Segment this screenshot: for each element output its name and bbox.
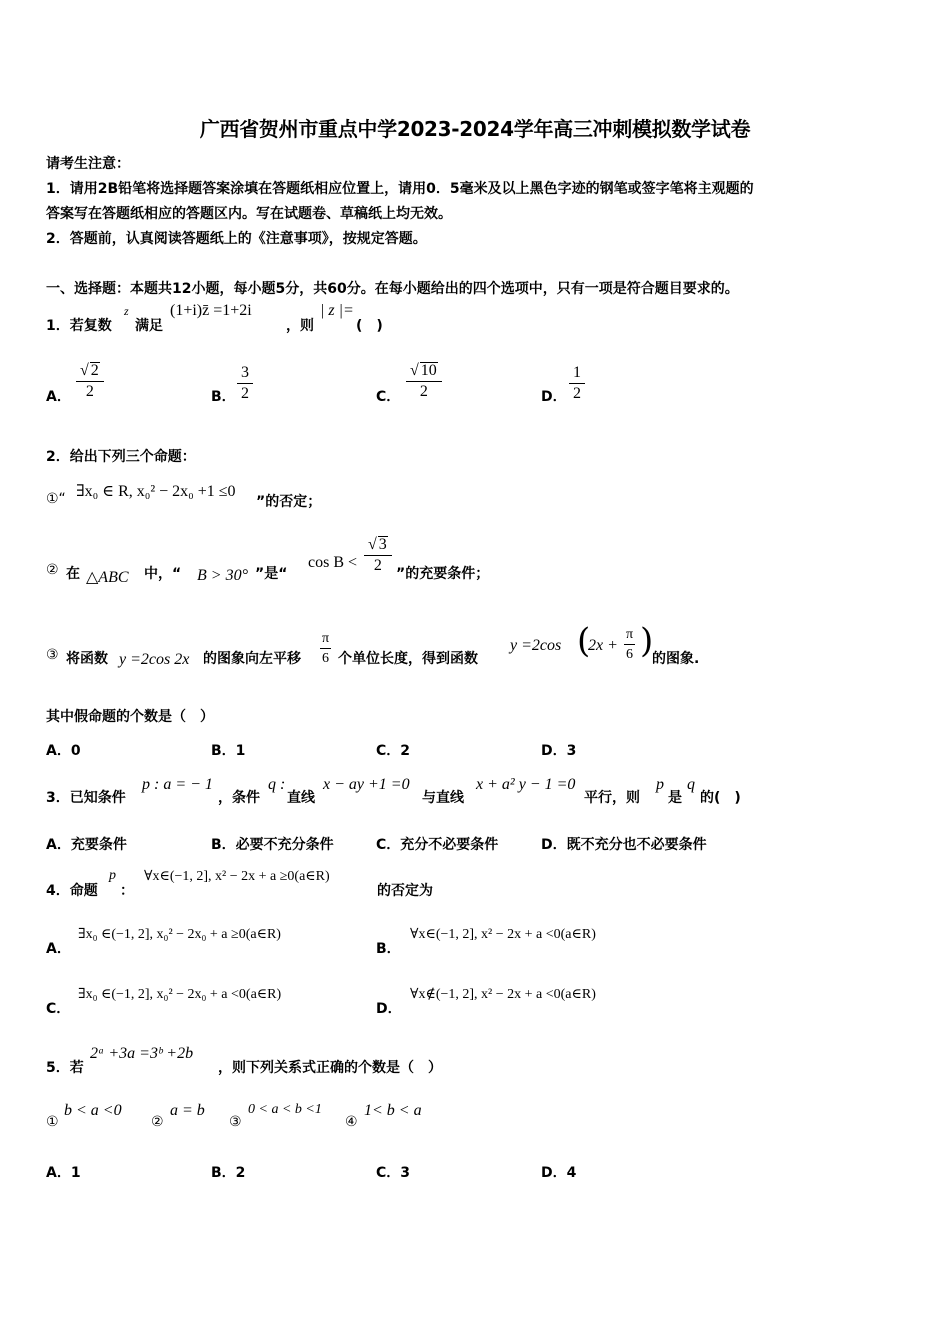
q5-equation: 2ᵃ +3a =3ᵇ +2b — [90, 1045, 194, 1062]
q1-abs-z: | z |= — [320, 302, 354, 319]
q2-option-b[interactable]: B．1 — [211, 743, 246, 759]
notice-line-1b: 答案写在答题纸相应的答题区内。写在试题卷、草稿纸上均无效。 — [46, 206, 452, 222]
q2-triangle: △ABC — [86, 569, 129, 586]
q3-condition-q: q : — [268, 776, 286, 793]
q2-p2-expr2: cos B < — [308, 554, 358, 571]
page-title: 广西省贺州市重点中学2023-2024学年高三冲刺模拟数学试卷 — [199, 117, 751, 141]
q5-option-b[interactable]: B．2 — [211, 1165, 246, 1181]
q1-var-z: z — [124, 304, 129, 318]
q2-ask: 其中假命题的个数是（ ） — [46, 709, 214, 725]
q2-option-d[interactable]: D．3 — [541, 743, 577, 759]
q1-stem-b: 满足 — [135, 318, 163, 334]
q3-condition-p: p : a = − 1 — [142, 776, 213, 793]
q2-p2-expr1: B > 30° — [197, 567, 248, 584]
q5-option-a[interactable]: A．1 — [46, 1165, 81, 1181]
q2-p1-expr: ∃x₀ ∈ R, x₀² − 2x₀ +1 ≤0 — [76, 483, 236, 500]
q3-option-a[interactable]: A．充要条件 — [46, 837, 127, 853]
q3-option-d[interactable]: D．既不充分也不必要条件 — [541, 837, 707, 853]
q5-option-d[interactable]: D．4 — [541, 1165, 577, 1181]
q3-option-b[interactable]: B．必要不充分条件 — [211, 837, 334, 853]
q4-proposition: ∀x∈(−1, 2], x² − 2x + a ≥0(a∈R) — [144, 869, 330, 884]
q1-stem-d: ( ) — [356, 318, 383, 334]
q3-option-c[interactable]: C．充分不必要条件 — [376, 837, 499, 853]
q1-condition: (1+i)z̄ =1+2i — [170, 302, 252, 319]
notice-line-1a: 1．请用2B铅笔将选择题答案涂填在答题纸相应位置上，请用0．5毫米及以上黑色字迹的钢笔或签字笔将主观题的 — [46, 181, 754, 197]
q3-line-1: x − ay +1 =0 — [323, 776, 410, 793]
notice-line-2: 2．答题前，认真阅读答题纸上的《注意事项》，按规定答题。 — [46, 231, 427, 247]
q5-statements: ① b < a <0 ② a = b ③ 0 < a < b <1 ④ 1< b < a — [46, 1102, 422, 1130]
q1-stem-c: ，则 — [286, 318, 314, 334]
exam-page: 广西省贺州市重点中学2023-2024学年高三冲刺模拟数学试卷 请考生注意： 1．请用2B铅笔将选择题答案涂填在答题纸相应位置上，请用0．5毫米及以上黑色字迹的钢笔或签字笔将主观题的 答案写在答题纸相应的答题区内。写在试题卷、草稿纸上均无效。 2．答题前，认真阅读答题纸上的《注意事项》，按规定答题。 一、选择题：本题共12小题，每小题5分，共60分。在每小题给出的四个选项中，只有一项是符合题目要求的。 1．若复数 z 满足 (1+i)z̄ =1+2i ，则 | z |= ( ) A． $\frac{√ 2}{2}$ B． $\frac{3}{2}$ C． $\frac{√ 10}{2}$ D． $\frac{1}{2}$ 2．给出下列三个命题： ①“ ∃x₀ ∈ R, x₀² − 2x₀ +1 ≤0 ”的否定； ② 在 △ABC 中，“ B > 30° ”是“ cos B < $\frac{√ 3}{2}$ ”的充要条件； ③ 将函数 y =2cos 2x 的图象向左平移 $\frac{\pi}{6}$ 个单位长度，得到函数 y =2cos ( 2x + $\frac{\pi}{6}$ ) 的图象. 其中假命题的个数是（ ） A．0 B．1 C．2 D．3 3．已知条件 p : a = − 1 ，条件 q : 直线 x − ay +1 =0 与直线 x + a² y − 1 =0 平行，则 p 是 q 的( ) A．充要条件 B．必要不充分条件 C．充分不必要条件 D．既不充分也不必要条件 4．命题 p ： ∀x∈(−1, 2], x² − 2x + a ≥0(a∈R) 的否定为 A． ∃x₀ ∈(−1, 2], x₀² − 2x₀ + a ≥0(a∈R) B． ∀x∈(−1, 2], x² − 2x + a <0(a∈R) C． ∃x₀ ∈(−1, 2], x₀² − 2x₀ + a <0(a∈R) D． ∀x∉(−1, 2], x² − 2x + a <0(a∈R) 5．若 2ᵃ +3a =3ᵇ +2b ，则下列关系式正确的个数是（ ） ① b < a <0 ② a = b ③ 0 < a < b <1 ④ 1< b < a A．1 B．2 C．3 D．4 — [0, 0, 950, 1344]
q2-p3-expr2: y =2cos — [510, 637, 562, 654]
q1-stem-a: 1．若复数 — [46, 318, 112, 334]
notice-heading: 请考生注意： — [46, 156, 130, 172]
question-2-stem: 2．给出下列三个命题： — [46, 449, 196, 465]
q2-option-c[interactable]: C．2 — [376, 743, 411, 759]
q3-line-2: x + a² y − 1 =0 — [476, 776, 576, 793]
section-heading: 一、选择题：本题共12小题，每小题5分，共60分。在每小题给出的四个选项中，只有一项是符合题目要求的。 — [46, 281, 739, 297]
q5-option-c[interactable]: C．3 — [376, 1165, 411, 1181]
q2-option-a[interactable]: A．0 — [46, 743, 81, 759]
q2-p3-expr1: y =2cos 2x — [119, 651, 190, 668]
